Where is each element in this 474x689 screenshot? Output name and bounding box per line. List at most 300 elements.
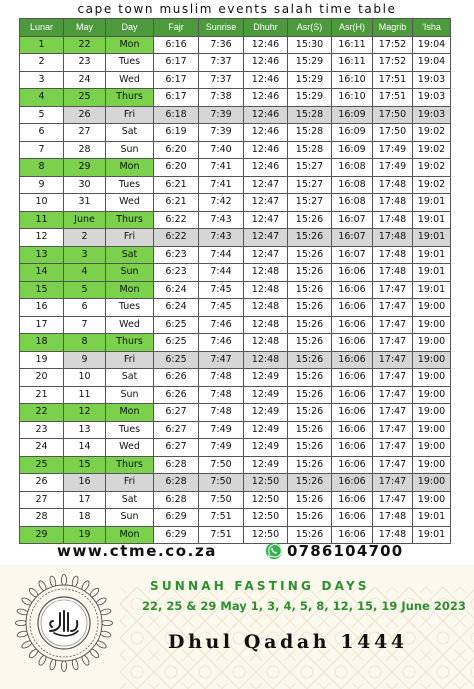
cell-gregorian: 17	[64, 491, 106, 509]
cell-dhuhr: 12:46	[244, 141, 288, 159]
col-header-lunar: Lunar	[20, 19, 64, 37]
cell-asr-s: 15:29	[288, 71, 332, 89]
table-row	[20, 491, 451, 509]
cell-gregorian: 18	[64, 509, 106, 527]
cell-asr-s: 15:26	[288, 281, 332, 299]
cell-asr-s: 15:26	[288, 474, 332, 492]
cell-asr-h: 16:08	[332, 194, 373, 212]
cell-dhuhr: 12:48	[244, 281, 288, 299]
cell-gregorian: 10	[64, 369, 106, 387]
cell-sunrise: 7:38	[199, 89, 244, 107]
cell-asr-h: 16:09	[332, 106, 373, 124]
cell-day: Sat	[106, 124, 154, 142]
cell-asr-s: 15:26	[288, 386, 332, 404]
cell-magrib: 17:52	[373, 36, 413, 54]
cell-asr-h: 16:06	[332, 491, 373, 509]
cell-fajr: 6:24	[154, 281, 199, 299]
cell-fajr: 6:28	[154, 456, 199, 474]
cell-magrib: 17:51	[373, 71, 413, 89]
cell-gregorian: 27	[64, 124, 106, 142]
cell-asr-h: 16:10	[332, 71, 373, 89]
cell-magrib: 17:47	[373, 491, 413, 509]
cell-asr-h: 16:06	[332, 351, 373, 369]
cell-asr-h: 16:06	[332, 456, 373, 474]
cell-isha: 19:02	[413, 141, 451, 159]
cell-gregorian: June	[64, 211, 106, 229]
cell-magrib: 17:48	[373, 211, 413, 229]
cell-magrib: 17:49	[373, 141, 413, 159]
cell-fajr: 6:26	[154, 369, 199, 387]
cell-asr-h: 16:06	[332, 369, 373, 387]
cell-asr-s: 15:26	[288, 456, 332, 474]
cell-gregorian: 4	[64, 264, 106, 282]
cell-dhuhr: 12:49	[244, 386, 288, 404]
cell-isha: 19:01	[413, 246, 451, 264]
cell-magrib: 17:47	[373, 404, 413, 422]
cell-asr-h: 16:07	[332, 229, 373, 247]
cell-day: Mon	[106, 281, 154, 299]
cell-gregorian: 15	[64, 456, 106, 474]
cell-sunrise: 7:43	[199, 229, 244, 247]
cell-asr-s: 15:27	[288, 159, 332, 177]
cell-asr-s: 15:27	[288, 194, 332, 212]
cell-magrib: 17:47	[373, 281, 413, 299]
cell-fajr: 6:28	[154, 474, 199, 492]
cell-day: Sun	[106, 386, 154, 404]
cell-asr-h: 16:07	[332, 246, 373, 264]
cell-isha: 19:03	[413, 106, 451, 124]
cell-day: Fri	[106, 229, 154, 247]
cell-lunar: 20	[20, 369, 64, 387]
cell-sunrise: 7:47	[199, 351, 244, 369]
cell-gregorian: 11	[64, 386, 106, 404]
cell-dhuhr: 12:46	[244, 54, 288, 72]
cell-isha: 19:00	[413, 456, 451, 474]
cell-fajr: 6:23	[154, 264, 199, 282]
cell-gregorian: 30	[64, 176, 106, 194]
cell-asr-h: 16:06	[332, 281, 373, 299]
cell-gregorian: 29	[64, 159, 106, 177]
cell-lunar: 23	[20, 421, 64, 439]
table-row	[20, 211, 451, 229]
cell-gregorian: 28	[64, 141, 106, 159]
cell-lunar: 4	[20, 89, 64, 107]
cell-sunrise: 7:36	[199, 36, 244, 54]
cell-lunar: 5	[20, 106, 64, 124]
cell-dhuhr: 12:48	[244, 264, 288, 282]
cell-fajr: 6:24	[154, 299, 199, 317]
cell-day: Wed	[106, 194, 154, 212]
cell-fajr: 6:17	[154, 71, 199, 89]
cell-asr-h: 16:11	[332, 36, 373, 54]
cell-asr-s: 15:26	[288, 264, 332, 282]
table-row	[20, 456, 451, 474]
cell-gregorian: 19	[64, 526, 106, 544]
cell-dhuhr: 12:48	[244, 299, 288, 317]
table-header-row	[20, 19, 451, 37]
cell-gregorian: 24	[64, 71, 106, 89]
cell-dhuhr: 12:47	[244, 194, 288, 212]
table-row	[20, 351, 451, 369]
whatsapp-icon	[265, 542, 283, 560]
cell-lunar: 18	[20, 334, 64, 352]
cell-gregorian: 6	[64, 299, 106, 317]
cell-sunrise: 7:39	[199, 106, 244, 124]
col-header-day: Day	[106, 19, 154, 37]
cell-isha: 19:00	[413, 439, 451, 457]
cell-magrib: 17:47	[373, 439, 413, 457]
cell-sunrise: 7:39	[199, 124, 244, 142]
cell-day: Sat	[106, 246, 154, 264]
cell-gregorian: 14	[64, 439, 106, 457]
cell-sunrise: 7:46	[199, 316, 244, 334]
cell-sunrise: 7:50	[199, 456, 244, 474]
cell-dhuhr: 12:46	[244, 36, 288, 54]
cell-gregorian: 25	[64, 89, 106, 107]
cell-asr-s: 15:26	[288, 316, 332, 334]
seal-petal	[16, 620, 27, 625]
website-url[interactable]: www.ctme.co.za	[57, 542, 218, 560]
cell-fajr: 6:17	[154, 54, 199, 72]
cell-day: Thurs	[106, 334, 154, 352]
col-header-asr-h: Asr(H)	[332, 19, 373, 37]
cell-asr-s: 15:26	[288, 404, 332, 422]
table-row	[20, 141, 451, 159]
col-header-sunrise: Sunrise	[199, 19, 244, 37]
cell-magrib: 17:52	[373, 54, 413, 72]
table-row	[20, 229, 451, 247]
info-panel	[0, 565, 474, 689]
cell-day: Sun	[106, 264, 154, 282]
cell-isha: 19:01	[413, 281, 451, 299]
cell-magrib: 17:50	[373, 106, 413, 124]
phone-number[interactable]: 0786104700	[287, 542, 404, 560]
col-header-may: May	[64, 19, 106, 37]
cell-magrib: 17:51	[373, 89, 413, 107]
cell-day: Thurs	[106, 456, 154, 474]
cell-gregorian: 31	[64, 194, 106, 212]
cell-asr-s: 15:26	[288, 334, 332, 352]
cell-isha: 19:00	[413, 491, 451, 509]
cell-sunrise: 7:48	[199, 386, 244, 404]
cell-isha: 19:00	[413, 474, 451, 492]
cell-lunar: 6	[20, 124, 64, 142]
cell-fajr: 6:21	[154, 194, 199, 212]
cell-dhuhr: 12:50	[244, 526, 288, 544]
cell-magrib: 17:48	[373, 176, 413, 194]
cell-magrib: 17:47	[373, 456, 413, 474]
cell-dhuhr: 12:49	[244, 404, 288, 422]
cell-dhuhr: 12:46	[244, 159, 288, 177]
cell-day: Fri	[106, 351, 154, 369]
cell-asr-s: 15:26	[288, 246, 332, 264]
cell-isha: 19:00	[413, 421, 451, 439]
cell-magrib: 17:49	[373, 159, 413, 177]
cell-gregorian: 26	[64, 106, 106, 124]
cell-magrib: 17:48	[373, 526, 413, 544]
cell-gregorian: 5	[64, 281, 106, 299]
cell-asr-h: 16:06	[332, 386, 373, 404]
cell-day: Tues	[106, 299, 154, 317]
cell-lunar: 7	[20, 141, 64, 159]
cell-gregorian: 23	[64, 54, 106, 72]
cell-asr-h: 16:06	[332, 299, 373, 317]
cell-fajr: 6:22	[154, 229, 199, 247]
cell-fajr: 6:29	[154, 526, 199, 544]
cell-isha: 19:00	[413, 351, 451, 369]
contact-bar	[19, 540, 450, 562]
cell-asr-s: 15:26	[288, 439, 332, 457]
cell-sunrise: 7:45	[199, 281, 244, 299]
table-row	[20, 176, 451, 194]
cell-isha: 19:00	[413, 334, 451, 352]
cell-fajr: 6:23	[154, 246, 199, 264]
cell-asr-h: 16:06	[332, 474, 373, 492]
cell-gregorian: 8	[64, 334, 106, 352]
cell-isha: 19:01	[413, 526, 451, 544]
table-row	[20, 316, 451, 334]
cell-magrib: 17:47	[373, 316, 413, 334]
cell-fajr: 6:27	[154, 439, 199, 457]
cell-lunar: 27	[20, 491, 64, 509]
cell-isha: 19:01	[413, 211, 451, 229]
cell-fajr: 6:25	[154, 334, 199, 352]
cell-day: Mon	[106, 36, 154, 54]
cell-lunar: 15	[20, 281, 64, 299]
cell-day: Tues	[106, 54, 154, 72]
cell-dhuhr: 12:48	[244, 334, 288, 352]
table-row	[20, 159, 451, 177]
cell-isha: 19:03	[413, 89, 451, 107]
table-row	[20, 54, 451, 72]
cell-sunrise: 7:49	[199, 421, 244, 439]
cell-day: Wed	[106, 71, 154, 89]
cell-fajr: 6:25	[154, 316, 199, 334]
cell-asr-h: 16:06	[332, 334, 373, 352]
table-row	[20, 421, 451, 439]
cell-isha: 19:01	[413, 264, 451, 282]
cell-fajr: 6:26	[154, 386, 199, 404]
cell-isha: 19:00	[413, 404, 451, 422]
cell-isha: 19:02	[413, 159, 451, 177]
cell-day: Tues	[106, 421, 154, 439]
cell-isha: 19:04	[413, 36, 451, 54]
cell-gregorian: 12	[64, 404, 106, 422]
cell-day: Sat	[106, 369, 154, 387]
cell-day: Sun	[106, 141, 154, 159]
table-row	[20, 71, 451, 89]
cell-asr-s: 15:28	[288, 124, 332, 142]
cell-dhuhr: 12:49	[244, 439, 288, 457]
cell-isha: 19:00	[413, 316, 451, 334]
seal-petal	[61, 575, 66, 586]
cell-isha: 19:00	[413, 386, 451, 404]
cell-dhuhr: 12:46	[244, 106, 288, 124]
cell-asr-s: 15:26	[288, 211, 332, 229]
cell-lunar: 14	[20, 264, 64, 282]
cell-lunar: 26	[20, 474, 64, 492]
cell-sunrise: 7:44	[199, 264, 244, 282]
sunnah-fasting-title: SUNNAH FASTING DAYS	[150, 579, 370, 593]
cell-asr-s: 15:26	[288, 299, 332, 317]
cell-lunar: 1	[20, 36, 64, 54]
salah-time-table	[19, 18, 451, 544]
cell-asr-h: 16:06	[332, 509, 373, 527]
cell-day: Mon	[106, 404, 154, 422]
cell-isha: 19:02	[413, 176, 451, 194]
cell-sunrise: 7:40	[199, 141, 244, 159]
cell-magrib: 17:47	[373, 334, 413, 352]
cell-dhuhr: 12:46	[244, 89, 288, 107]
cell-magrib: 17:47	[373, 369, 413, 387]
cell-asr-h: 16:06	[332, 316, 373, 334]
table-row	[20, 36, 451, 54]
cell-dhuhr: 12:50	[244, 491, 288, 509]
cell-lunar: 2	[20, 54, 64, 72]
cell-fajr: 6:29	[154, 509, 199, 527]
table-row	[20, 264, 451, 282]
cell-lunar: 9	[20, 176, 64, 194]
cell-gregorian: 13	[64, 421, 106, 439]
cell-dhuhr: 12:49	[244, 421, 288, 439]
cell-dhuhr: 12:50	[244, 509, 288, 527]
cell-dhuhr: 12:47	[244, 246, 288, 264]
cell-dhuhr: 12:48	[244, 316, 288, 334]
col-header-isha: 'Isha	[413, 19, 451, 37]
table-row	[20, 281, 451, 299]
cell-sunrise: 7:44	[199, 246, 244, 264]
cell-asr-h: 16:06	[332, 526, 373, 544]
cell-lunar: 24	[20, 439, 64, 457]
cell-asr-h: 16:09	[332, 141, 373, 159]
cell-lunar: 12	[20, 229, 64, 247]
table-body	[20, 36, 451, 544]
cell-lunar: 8	[20, 159, 64, 177]
cell-asr-h: 16:08	[332, 159, 373, 177]
cell-isha: 19:00	[413, 299, 451, 317]
cell-dhuhr: 12:49	[244, 369, 288, 387]
cell-magrib: 17:48	[373, 194, 413, 212]
cell-day: Thurs	[106, 211, 154, 229]
cell-dhuhr: 12:49	[244, 456, 288, 474]
cell-lunar: 19	[20, 351, 64, 369]
cell-lunar: 29	[20, 526, 64, 544]
hijri-month-label: Dhul Qadah 1444	[168, 631, 408, 653]
cell-asr-s: 15:29	[288, 54, 332, 72]
cell-asr-h: 16:11	[332, 54, 373, 72]
sunnah-fasting-dates: 22, 25 & 29 May 1, 3, 4, 5, 8, 12, 15, 19 June 2023	[142, 599, 466, 613]
cell-lunar: 22	[20, 404, 64, 422]
cell-magrib: 17:47	[373, 299, 413, 317]
cell-lunar: 28	[20, 509, 64, 527]
table-row	[20, 474, 451, 492]
cell-lunar: 10	[20, 194, 64, 212]
table-row	[20, 106, 451, 124]
cell-day: Sun	[106, 509, 154, 527]
cell-gregorian: 7	[64, 316, 106, 334]
cell-sunrise: 7:50	[199, 491, 244, 509]
cell-sunrise: 7:41	[199, 159, 244, 177]
cell-isha: 19:00	[413, 369, 451, 387]
cell-asr-h: 16:06	[332, 421, 373, 439]
cell-asr-h: 16:10	[332, 89, 373, 107]
cell-isha: 19:01	[413, 509, 451, 527]
cell-gregorian: 3	[64, 246, 106, 264]
cell-sunrise: 7:50	[199, 474, 244, 492]
seal-petal	[102, 620, 113, 625]
cell-day: Thurs	[106, 89, 154, 107]
cell-isha: 19:04	[413, 54, 451, 72]
cell-dhuhr: 12:46	[244, 71, 288, 89]
cell-asr-h: 16:06	[332, 264, 373, 282]
table-row	[20, 246, 451, 264]
cell-magrib: 17:48	[373, 509, 413, 527]
cell-sunrise: 7:48	[199, 404, 244, 422]
cell-asr-s: 15:26	[288, 526, 332, 544]
cell-isha: 19:01	[413, 194, 451, 212]
cell-day: Wed	[106, 316, 154, 334]
cell-gregorian: 2	[64, 229, 106, 247]
cell-fajr: 6:18	[154, 106, 199, 124]
cell-day: Wed	[106, 439, 154, 457]
cell-asr-h: 16:07	[332, 211, 373, 229]
cell-fajr: 6:28	[154, 491, 199, 509]
cell-lunar: 3	[20, 71, 64, 89]
cell-sunrise: 7:46	[199, 334, 244, 352]
cell-fajr: 6:25	[154, 351, 199, 369]
cell-asr-h: 16:08	[332, 176, 373, 194]
cell-fajr: 6:27	[154, 421, 199, 439]
table-row	[20, 404, 451, 422]
cell-sunrise: 7:49	[199, 439, 244, 457]
table-row	[20, 299, 451, 317]
cell-fajr: 6:20	[154, 159, 199, 177]
cell-fajr: 6:17	[154, 89, 199, 107]
cell-asr-s: 15:26	[288, 421, 332, 439]
cell-lunar: 13	[20, 246, 64, 264]
cell-lunar: 16	[20, 299, 64, 317]
cell-magrib: 17:48	[373, 264, 413, 282]
cell-asr-s: 15:26	[288, 229, 332, 247]
table-row	[20, 334, 451, 352]
cell-asr-s: 15:30	[288, 36, 332, 54]
table-row	[20, 509, 451, 527]
col-header-dhuhr: Dhuhr	[244, 19, 288, 37]
cell-day: Sat	[106, 491, 154, 509]
table-row	[20, 386, 451, 404]
page-title: cape town muslim events salah time table	[77, 2, 397, 16]
cell-asr-s: 15:26	[288, 369, 332, 387]
cell-fajr: 6:27	[154, 404, 199, 422]
cell-fajr: 6:22	[154, 211, 199, 229]
cell-asr-s: 15:26	[288, 351, 332, 369]
cell-asr-s: 15:26	[288, 491, 332, 509]
cell-isha: 19:01	[413, 229, 451, 247]
cell-asr-s: 15:28	[288, 106, 332, 124]
cell-dhuhr: 12:50	[244, 474, 288, 492]
calligraphy-seal	[14, 573, 114, 673]
table-row	[20, 439, 451, 457]
cell-magrib: 17:47	[373, 351, 413, 369]
cell-sunrise: 7:51	[199, 509, 244, 527]
cell-fajr: 6:20	[154, 141, 199, 159]
seal-petal	[61, 661, 66, 672]
cell-gregorian: 16	[64, 474, 106, 492]
cell-day: Tues	[106, 176, 154, 194]
cell-fajr: 6:21	[154, 176, 199, 194]
table-row	[20, 124, 451, 142]
col-header-magrib: Magrib	[373, 19, 413, 37]
